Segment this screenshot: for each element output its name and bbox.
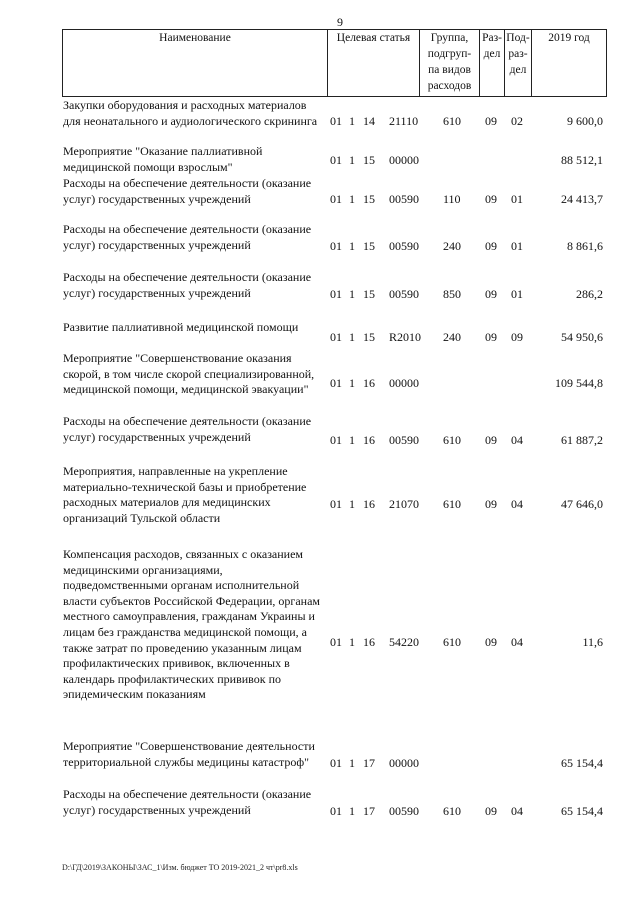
row-code-program: 01 [330,239,342,253]
row-code-event: 14 [363,114,375,128]
row-code-event: 17 [363,756,375,770]
row-group: 240 [443,239,461,253]
row-name: Компенсация расходов, связанных с оказанием медицинскими организациями, подведомственными органам исполнительной власти субъектов Российской Федерации, органам местного самоуправления, гражданам Украины и лицам без гражданства медицинской помощи, а также затрат по проведению указанным лицам профилактических прививок, включенных в календарь профилактических прививок по эпидемическим показаниям [63,547,320,702]
row-amount: 65 154,4 [561,756,603,770]
header-subsection-line: раз- [508,48,528,60]
header-group-line: Группа, [430,32,469,44]
header-name-cell [62,29,328,97]
row-name: Расходы на обеспечение деятельности (оказание услуг) государственных учреждений [63,176,312,206]
row-code-event: 16 [363,497,375,511]
header-name: Наименование [159,32,231,44]
header-year: 2019 год [548,32,590,44]
row-code-subprogram: 1 [349,376,355,390]
row-section: 09 [485,804,497,818]
row-section: 09 [485,287,497,301]
row-amount: 61 887,2 [561,433,603,447]
row-name: Закупки оборудования и расходных материалов для неонатального и аудиологического скрининга [63,98,318,128]
row-section: 09 [485,433,497,447]
row-code-direction: 00000 [389,153,419,167]
row-subsection: 01 [511,239,523,253]
row-subsection: 04 [511,635,523,649]
row-code-subprogram: 1 [349,433,355,447]
row-amount: 286,2 [576,287,603,301]
row-code-event: 16 [363,376,375,390]
header-target-cell [327,29,420,97]
row-code-program: 01 [330,756,342,770]
row-subsection: 01 [511,192,523,206]
row-amount: 47 646,0 [561,497,603,511]
row-code-program: 01 [330,635,342,649]
row-section: 09 [485,330,497,344]
page-number: 9 [337,15,343,29]
row-name: Расходы на обеспечение деятельности (оказание услуг) государственных учреждений [63,787,312,817]
header-section-line: Раз- [482,32,502,44]
row-subsection: 02 [511,114,523,128]
row-code-event: 15 [363,192,375,206]
row-name: Расходы на обеспечение деятельности (оказание услуг) государственных учреждений [63,414,312,444]
row-subsection: 04 [511,497,523,511]
row-name: Мероприятие "Совершенствование деятельности территориальной службы медицины катастроф" [63,739,315,769]
row-amount: 54 950,6 [561,330,603,344]
row-code-subprogram: 1 [349,239,355,253]
row-code-direction: 00000 [389,756,419,770]
row-amount: 8 861,6 [567,239,603,253]
header-group-line: расходов [427,80,472,92]
header-group-cell [419,29,480,97]
header-year-cell [531,29,607,97]
row-code-program: 01 [330,433,342,447]
header-target: Целевая статья [336,32,411,44]
header-group-line: подгруп- [427,48,472,60]
header-subsection-line: дел [509,64,527,76]
row-code-event: 15 [363,287,375,301]
row-group: 610 [443,114,461,128]
row-code-program: 01 [330,804,342,818]
row-code-direction: 00000 [389,376,419,390]
row-group: 610 [443,497,461,511]
row-code-program: 01 [330,192,342,206]
row-code-event: 16 [363,635,375,649]
row-code-direction: 54220 [389,635,419,649]
row-code-event: 15 [363,330,375,344]
row-section: 09 [485,635,497,649]
row-amount: 9 600,0 [567,114,603,128]
row-code-direction: 00590 [389,433,419,447]
row-subsection: 04 [511,804,523,818]
row-section: 09 [485,239,497,253]
row-group: 610 [443,635,461,649]
row-code-direction: 21110 [389,114,419,128]
header-section-line: дел [483,48,501,60]
row-section: 09 [485,114,497,128]
row-code-subprogram: 1 [349,497,355,511]
row-code-subprogram: 1 [349,114,355,128]
row-name: Расходы на обеспечение деятельности (оказание услуг) государственных учреждений [63,222,312,252]
row-group: 610 [443,804,461,818]
row-code-direction: 00590 [389,239,419,253]
row-subsection: 01 [511,287,523,301]
row-group: 240 [443,330,461,344]
row-code-direction: 00590 [389,287,419,301]
row-amount: 24 413,7 [561,192,603,206]
row-code-event: 15 [363,239,375,253]
row-name: Расходы на обеспечение деятельности (оказание услуг) государственных учреждений [63,270,312,300]
row-code-program: 01 [330,287,342,301]
row-code-direction: 21070 [389,497,419,511]
row-code-event: 16 [363,433,375,447]
row-code-program: 01 [330,153,342,167]
row-name: Развитие паллиативной медицинской помощи [63,320,299,334]
row-code-direction: R2010 [389,330,422,344]
row-amount: 88 512,1 [561,153,603,167]
row-code-program: 01 [330,376,342,390]
row-code-direction: 00590 [389,192,419,206]
row-amount: 65 154,4 [561,804,603,818]
row-section: 09 [485,497,497,511]
header-group-line: па видов [428,64,471,76]
footer-file-path: D:\ГД\2019\ЗАКОНЫ\ЗАС_1\Изм. бюджет ТО 2019-2021_2 чт\pr8.xls [62,863,298,872]
row-section: 09 [485,192,497,206]
row-subsection: 04 [511,433,523,447]
row-code-subprogram: 1 [349,287,355,301]
row-code-subprogram: 1 [349,330,355,344]
row-code-subprogram: 1 [349,756,355,770]
row-name: Мероприятия, направленные на укрепление материально-технической базы и приобретение расходных материалов для медицинских организаций Тульской области [63,464,307,525]
row-code-subprogram: 1 [349,804,355,818]
header-subsection-cell [504,29,532,97]
row-subsection: 09 [511,330,523,344]
row-code-subprogram: 1 [349,635,355,649]
row-code-direction: 00590 [389,804,419,818]
header-subsection-line: Под- [506,32,530,44]
row-group: 110 [443,192,461,206]
row-group: 610 [443,433,461,447]
row-amount: 109 544,8 [555,376,603,390]
row-name: Мероприятие "Совершенствование оказания скорой, в том числе скорой специализированной, медицинской помощи, медицинской эвакуации" [63,351,315,397]
header-section-cell [479,29,505,97]
row-code-subprogram: 1 [349,153,355,167]
row-code-subprogram: 1 [349,192,355,206]
row-code-program: 01 [330,497,342,511]
row-code-event: 15 [363,153,375,167]
row-name: Мероприятие "Оказание паллиативной медицинской помощи взрослым" [63,144,263,174]
row-group: 850 [443,287,461,301]
row-code-program: 01 [330,114,342,128]
row-amount: 11,6 [582,635,603,649]
row-code-program: 01 [330,330,342,344]
row-code-event: 17 [363,804,375,818]
